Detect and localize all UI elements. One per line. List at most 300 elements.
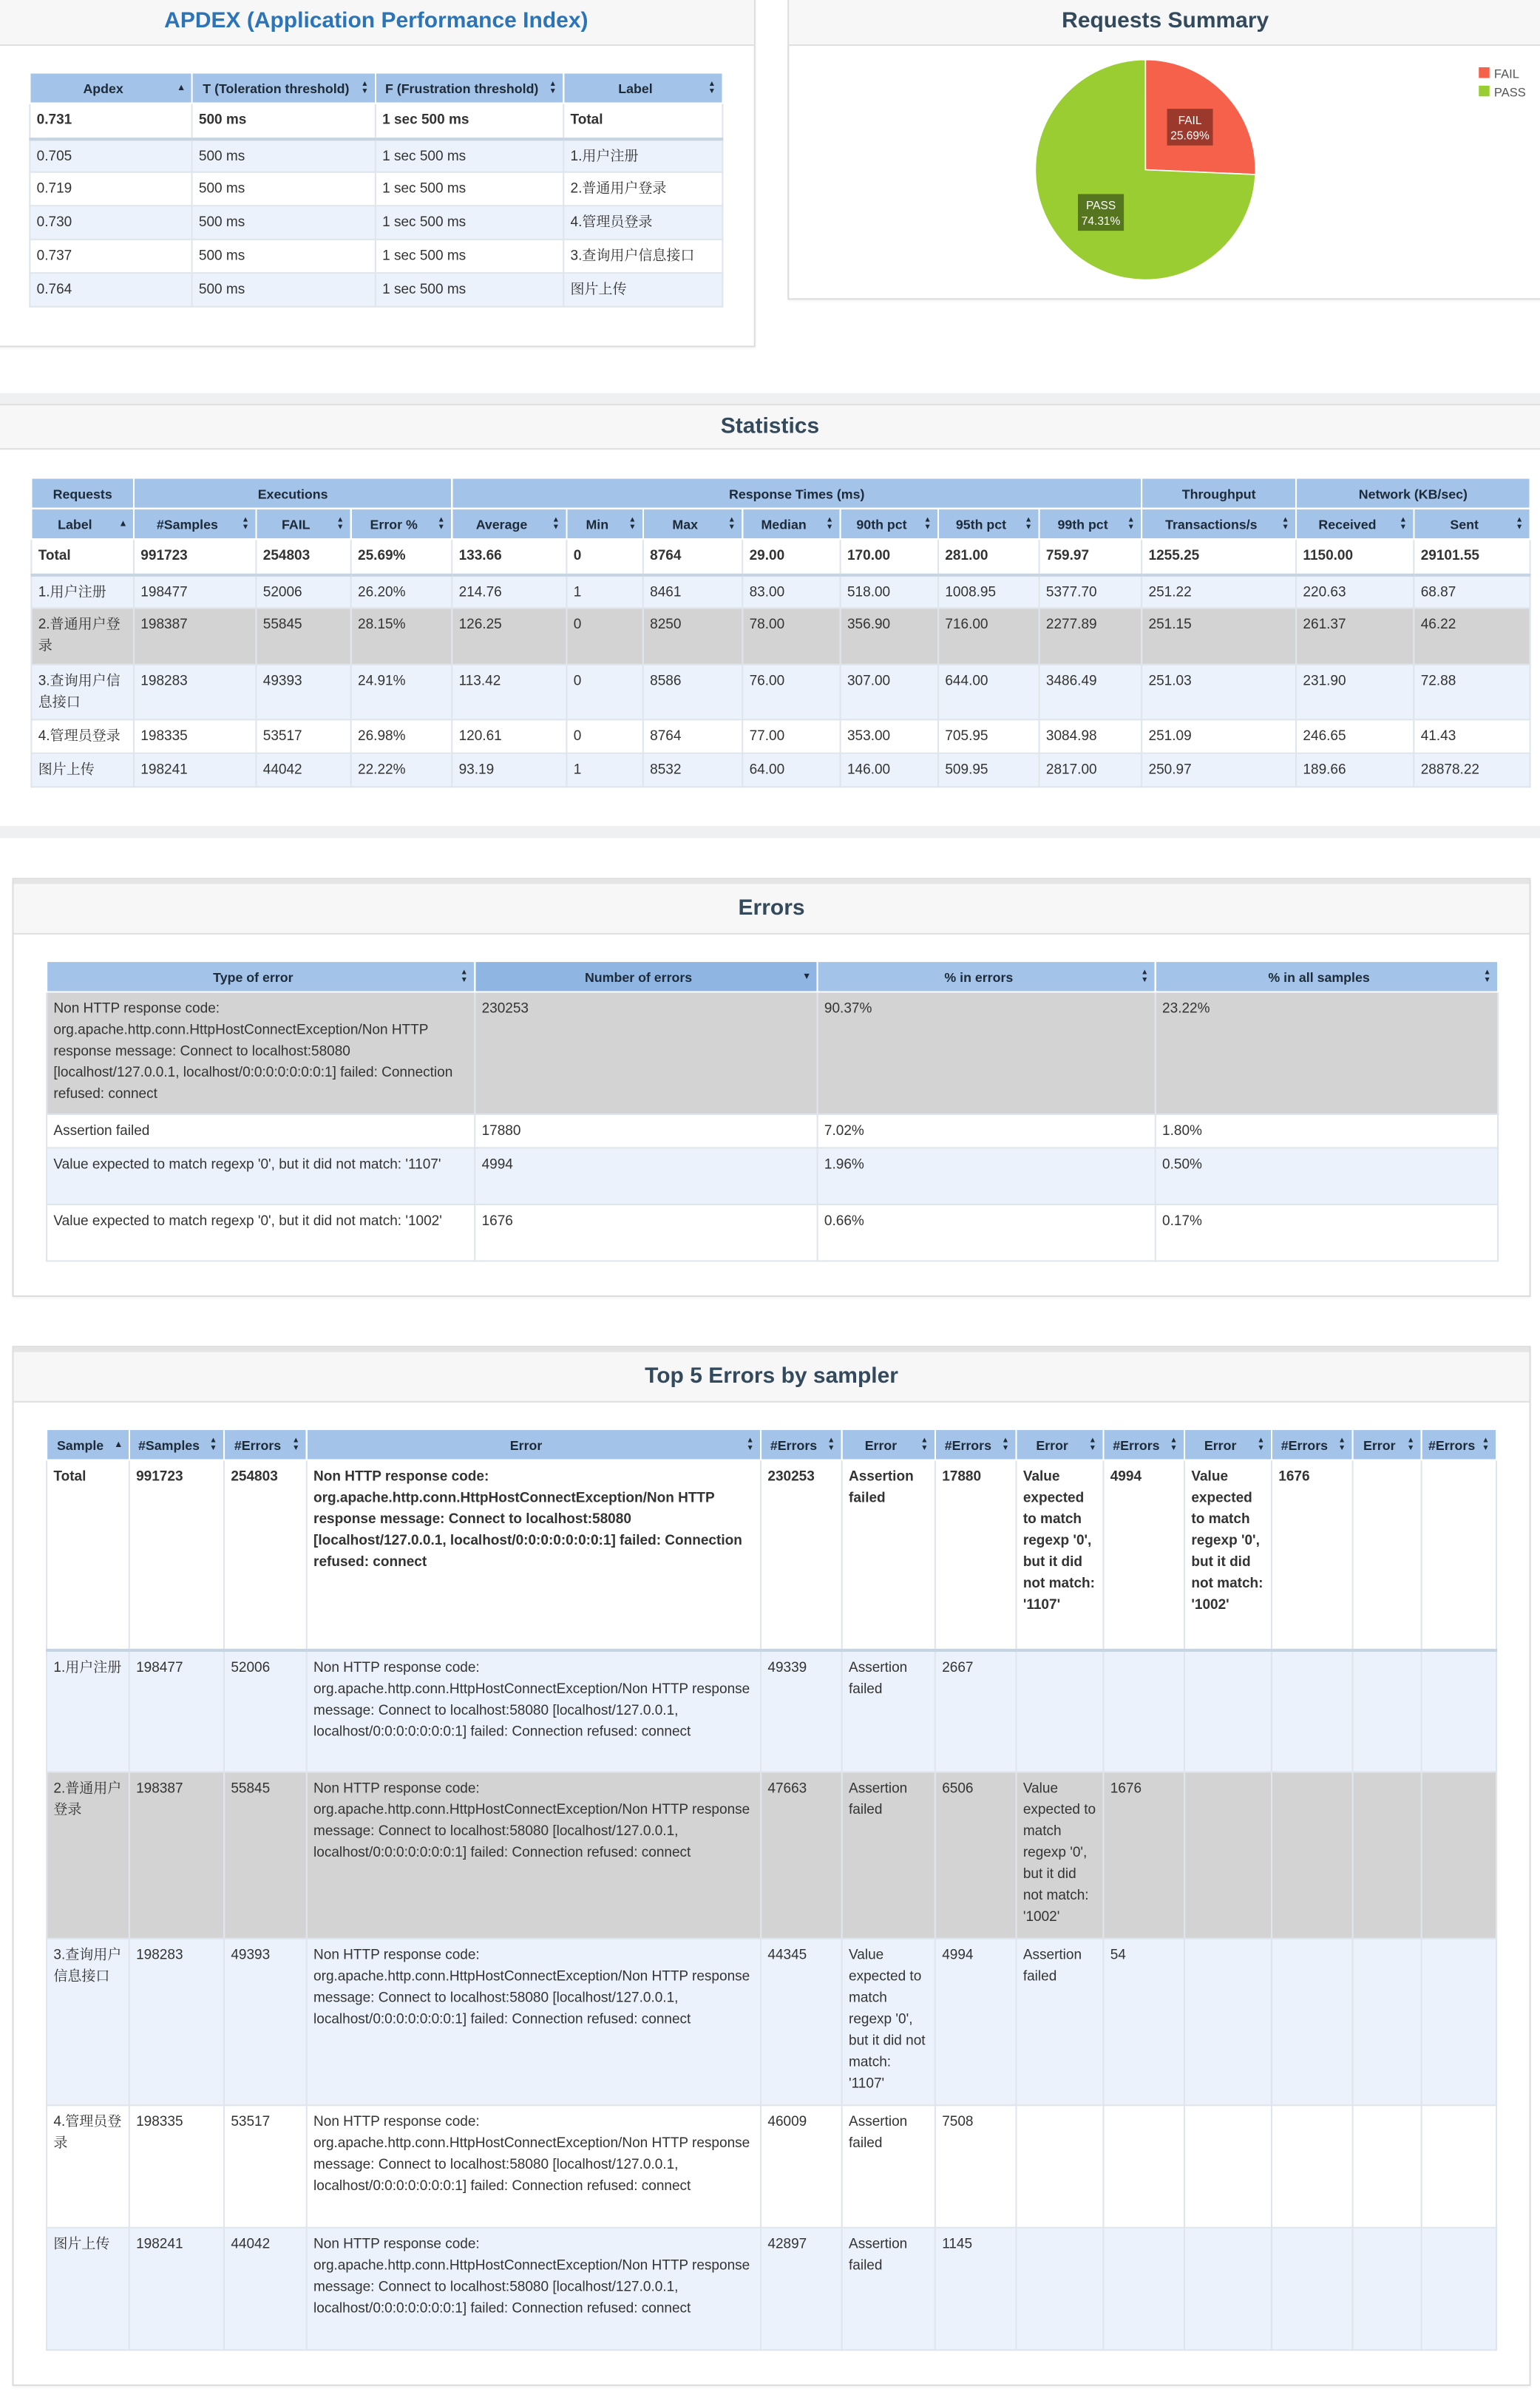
sort-icon [1482,969,1492,984]
column-header-label: #Errors [944,1437,991,1453]
table-cell: 52006 [224,1650,307,1772]
table-cell: 7.02% [818,1114,1156,1148]
apdex-table [29,72,723,308]
column-header[interactable] [1296,509,1414,539]
table-cell [1422,1939,1496,2105]
table-cell: 1 [566,575,642,609]
table-cell: 3.查询用户信息接口 [563,240,722,274]
table-cell: 1676 [1272,1460,1353,1649]
column-header[interactable] [47,1429,129,1460]
sort-icon [1088,1437,1098,1452]
sort-icon [459,969,469,984]
table-cell: 22.22% [351,753,452,787]
table-cell: Non HTTP response code: org.apache.http.conn.HttpHostConnectException/Non HTTP response message: Connect to localhost:58080 [localhost/127.0.0.1, localhost/0:0:0:0:0:0:0:1] failed: Connection refused: connect [47,992,475,1114]
table-cell: 26.20% [351,575,452,609]
sort-icon [801,970,812,983]
column-header[interactable] [1184,1429,1272,1460]
sort-icon [118,518,128,530]
table-cell: 0.731 [30,104,191,139]
table-cell: 4.管理员登录 [31,719,134,753]
table-cell: 991723 [134,539,256,575]
table-cell [1184,2105,1272,2227]
sort-icon [176,82,186,95]
table-cell: 230253 [475,992,817,1114]
table-cell: 29.00 [742,539,840,575]
table-cell: 254803 [256,539,350,575]
table-cell: 17880 [935,1460,1017,1649]
table-cell: Assertion failed [842,2228,935,2350]
table-cell: 281.00 [938,539,1039,575]
table-cell: 1676 [1103,1772,1184,1938]
table-cell: 0.66% [818,1204,1156,1261]
sort-icon [335,516,345,532]
table-cell: 251.22 [1142,575,1296,609]
sort-icon [727,516,737,532]
table-cell: 2.普通用户登录 [47,1772,129,1938]
table-cell: 44345 [761,1939,842,2105]
table-cell: 198387 [134,608,256,665]
section-divider [0,826,1540,838]
table-cell: 353.00 [841,719,938,753]
column-header[interactable] [307,1429,761,1460]
table-cell [1272,1772,1353,1938]
column-header-label: Average [475,516,528,532]
column-header[interactable] [475,961,817,992]
table-cell: 4994 [1103,1460,1184,1649]
table-cell: 25.69% [351,539,452,575]
column-header[interactable] [192,72,376,103]
column-header[interactable] [841,509,938,539]
table-cell: Value expected to match regexp '0', but it did not match: '1107' [1017,1460,1104,1649]
column-header[interactable] [224,1429,307,1460]
column-header[interactable] [818,961,1156,992]
table-row [31,608,1530,665]
table-cell: 198335 [129,2105,224,2227]
sort-icon [208,1437,218,1452]
requests-pie-chart [789,47,1540,305]
table-cell: 198283 [129,1939,224,2105]
table-cell: Non HTTP response code: org.apache.http.conn.HttpHostConnectException/Non HTTP response message: Connect to localhost:58080 [localhost/127.0.0.1, localhost/0:0:0:0:0:0:0:1] failed: Connection refused: connect [307,1772,761,1938]
table-cell: 78.00 [742,608,840,665]
column-header[interactable] [742,509,840,539]
table-cell [1353,1772,1422,1938]
sort-icon [1139,969,1150,984]
table-cell: Assertion failed [842,2105,935,2227]
column-header[interactable] [47,961,475,992]
table-cell: 0.17% [1156,1204,1498,1261]
table-cell: 251.09 [1142,719,1296,753]
table-cell: 146.00 [841,753,938,787]
table-cell: 53517 [256,719,350,753]
table-cell: 0.764 [30,273,191,307]
table-cell: 55845 [224,1772,307,1938]
table-cell: Total [563,104,722,139]
legend-label: FAIL [1493,67,1519,81]
table-cell: 93.19 [452,753,566,787]
column-header[interactable] [30,72,191,103]
table-cell: 2817.00 [1039,753,1142,787]
column-header-label: Transactions/s [1165,516,1258,532]
table-cell: 83.00 [742,575,840,609]
table-cell: 1676 [475,1204,817,1261]
table-cell: 307.00 [841,665,938,719]
table-cell: 705.95 [938,719,1039,753]
sort-icon [1405,1437,1416,1452]
table-cell: 1 sec 500 ms [376,206,563,240]
table-cell: 251.03 [1142,665,1296,719]
table-cell: 3486.49 [1039,665,1142,719]
column-header[interactable] [563,72,722,103]
table-cell: 251.15 [1142,608,1296,665]
table-cell: 261.37 [1296,608,1414,665]
table-cell: 26.98% [351,719,452,753]
table-cell [1422,1772,1496,1938]
column-header-label: #Errors [1428,1437,1476,1453]
sort-icon [1255,1437,1266,1452]
table-cell [1422,1460,1496,1649]
slice-label-name: FAIL [1178,114,1202,127]
sort-icon [826,1437,836,1452]
table-cell: 3.查询用户信息接口 [47,1939,129,2105]
column-header[interactable] [938,509,1039,539]
table-cell: 42897 [761,2228,842,2350]
table-cell: Value expected to match regexp '0', but it did not match: '1107' [842,1939,935,2105]
table-row [47,992,1498,1114]
table-cell: 4994 [475,1148,817,1204]
column-header-label: Label [618,80,653,96]
column-header[interactable] [566,509,642,539]
table-cell: 1008.95 [938,575,1039,609]
top5-title: Top 5 Errors by sampler [14,1347,1530,1402]
table-cell: 6506 [935,1772,1017,1938]
sort-icon [1398,516,1408,532]
column-header-label: Received [1318,516,1377,532]
legend-swatch [1479,67,1489,78]
table-cell [1353,1939,1422,2105]
column-header[interactable] [256,509,350,539]
column-header-label: Error [509,1437,543,1453]
table-cell: 1.96% [818,1148,1156,1204]
table-cell: 1.用户注册 [47,1650,129,1772]
statistics-table [30,477,1530,787]
table-cell: Value expected to match regexp '0', but it did not match: '1107' [47,1148,475,1204]
column-header[interactable] [842,1429,935,1460]
table-cell [1353,1460,1422,1649]
table-cell: 356.90 [841,608,938,665]
column-group-header: Response Times (ms) [452,478,1142,508]
column-header-label: Error [1204,1437,1237,1453]
table-cell: Non HTTP response code: org.apache.http.conn.HttpHostConnectException/Non HTTP response message: Connect to localhost:58080 [localhost/127.0.0.1, localhost/0:0:0:0:0:0:0:1] failed: Connection refused: connect [307,2105,761,2227]
column-header[interactable] [1039,509,1142,539]
table-row [47,1939,1496,2105]
table-cell: 8461 [643,575,742,609]
table-row [47,1460,1496,1649]
table-cell: 189.66 [1296,753,1414,787]
table-cell: Non HTTP response code: org.apache.http.conn.HttpHostConnectException/Non HTTP response message: Connect to localhost:58080 [localhost/127.0.0.1, localhost/0:0:0:0:0:0:0:1] failed: Connection refused: connect [307,1939,761,2105]
table-cell [1017,2228,1104,2350]
table-cell: 8250 [643,608,742,665]
table-cell: 254803 [224,1460,307,1649]
table-cell: 8532 [643,753,742,787]
table-cell: 64.00 [742,753,840,787]
sort-icon [359,81,370,96]
sort-icon [627,516,637,532]
sort-icon [291,1437,301,1452]
table-cell: 4.管理员登录 [563,206,722,240]
table-row [30,138,722,172]
column-group-header: Executions [134,478,452,508]
sort-icon [1000,1437,1011,1452]
table-row [30,273,722,307]
column-header[interactable] [643,509,742,539]
sort-icon [1514,516,1524,532]
table-cell [1353,2228,1422,2350]
table-cell: 509.95 [938,753,1039,787]
table-cell: Non HTTP response code: org.apache.http.conn.HttpHostConnectException/Non HTTP response message: Connect to localhost:58080 [localhost/127.0.0.1, localhost/0:0:0:0:0:0:0:1] failed: Connection refused: connect [307,1460,761,1649]
table-cell: 231.90 [1296,665,1414,719]
table-cell: 52006 [256,575,350,609]
sort-icon [548,81,558,96]
legend-label: PASS [1493,85,1526,100]
table-cell [1422,2228,1496,2350]
table-cell: 1 sec 500 ms [376,172,563,206]
column-header-label: #Errors [234,1437,282,1453]
table-cell: 49393 [256,665,350,719]
table-row [47,1772,1496,1938]
table-cell: 5377.70 [1039,575,1142,609]
table-cell: 53517 [224,2105,307,2227]
table-cell: 0 [566,665,642,719]
column-header-label: 95th pct [955,516,1007,532]
column-header-label: 99th pct [1057,516,1108,532]
sort-icon [1023,516,1034,532]
sort-icon [113,1438,123,1451]
table-cell: 198335 [134,719,256,753]
table-cell: Assertion failed [1017,1939,1104,2105]
column-header[interactable] [935,1429,1017,1460]
table-cell: 1 [566,753,642,787]
column-header[interactable] [351,509,452,539]
column-header-label: Error [1363,1437,1396,1453]
table-cell: 0.705 [30,138,191,172]
table-cell: 246.65 [1296,719,1414,753]
column-header-label: #Samples [138,1437,200,1453]
column-header-label: #Errors [770,1437,818,1453]
legend-item-pass[interactable] [1479,85,1526,99]
table-cell: 2.普通用户登录 [31,608,134,665]
table-cell [1184,1772,1272,1938]
table-cell: 1.用户注册 [563,138,722,172]
table-cell: 7508 [935,2105,1017,2227]
table-cell: 500 ms [192,138,376,172]
table-cell: 500 ms [192,206,376,240]
table-row [31,539,1530,575]
table-cell: Assertion failed [842,1772,935,1938]
table-cell: 2667 [935,1650,1017,1772]
slice-label-name: PASS [1085,200,1116,213]
table-cell: Non HTTP response code: org.apache.http.conn.HttpHostConnectException/Non HTTP response message: Connect to localhost:58080 [localhost/127.0.0.1, localhost/0:0:0:0:0:0:0:1] failed: Connection refused: connect [307,2228,761,2350]
table-cell: 0 [566,539,642,575]
table-cell: 716.00 [938,608,1039,665]
table-cell: Assertion failed [47,1114,475,1148]
column-header[interactable] [1156,961,1498,992]
table-cell: 47663 [761,1772,842,1938]
table-cell: Assertion failed [842,1460,935,1649]
table-cell: 28878.22 [1414,753,1530,787]
table-cell: 图片上传 [563,273,722,307]
table-cell: 518.00 [841,575,938,609]
table-cell: 46.22 [1414,608,1530,665]
table-cell: Total [31,539,134,575]
table-cell: Total [47,1460,129,1649]
table-cell [1184,1939,1272,2105]
sort-icon [436,516,447,532]
table-cell: 77.00 [742,719,840,753]
table-cell: 230253 [761,1460,842,1649]
column-header-label: Sent [1450,516,1479,532]
sort-icon [240,516,251,532]
table-cell: 198283 [134,665,256,719]
table-row [30,172,722,206]
table-cell [1272,2228,1353,2350]
column-header[interactable] [1272,1429,1353,1460]
table-cell: 250.97 [1142,753,1296,787]
table-cell: 1255.25 [1142,539,1296,575]
column-header[interactable] [134,509,256,539]
table-cell: 4994 [935,1939,1017,2105]
sort-icon [922,516,932,532]
legend-swatch [1479,86,1489,96]
table-row [30,206,722,240]
table-cell: 44042 [256,753,350,787]
table-cell: 113.42 [452,665,566,719]
column-header[interactable] [1353,1429,1422,1460]
table-row [47,1148,1498,1204]
table-cell [1353,2105,1422,2227]
table-cell: Assertion failed [842,1650,935,1772]
sort-icon [1125,516,1136,532]
table-cell: 170.00 [841,539,938,575]
column-header-label: #Errors [1113,1437,1160,1453]
table-cell [1184,1650,1272,1772]
table-cell: 500 ms [192,172,376,206]
table-cell: 41.43 [1414,719,1530,753]
table-row [47,1114,1498,1148]
column-header[interactable] [129,1429,224,1460]
table-cell: 126.25 [452,608,566,665]
table-cell [1353,1650,1422,1772]
column-header[interactable] [452,509,566,539]
table-cell: 54 [1103,1939,1184,2105]
column-header[interactable] [31,509,134,539]
sort-icon [551,516,561,532]
table-cell: 2277.89 [1039,608,1142,665]
summary-title: Requests Summary [789,0,1540,46]
column-header[interactable] [1422,1429,1496,1460]
table-cell: 图片上传 [31,753,134,787]
sort-icon [1480,1437,1490,1452]
table-cell: Value expected to match regexp '0', but it did not match: '1002' [1017,1772,1104,1938]
table-cell: 500 ms [192,273,376,307]
table-cell: 76.00 [742,665,840,719]
table-cell [1272,2105,1353,2227]
table-cell: 0.730 [30,206,191,240]
column-header[interactable] [1017,1429,1104,1460]
sort-icon [1280,516,1290,532]
column-header[interactable] [761,1429,842,1460]
table-cell [1422,2105,1496,2227]
legend-item-fail[interactable] [1479,67,1519,81]
table-cell: 1 sec 500 ms [376,104,563,139]
table-cell [1272,1650,1353,1772]
column-header-label: F (Frustration threshold) [384,80,539,96]
table-row [31,665,1530,719]
column-group-header: Requests [31,478,134,508]
column-header-label: Sample [56,1437,104,1453]
slice-label-value: 74.31% [1081,214,1121,228]
sort-icon [824,516,835,532]
table-cell: 8764 [643,539,742,575]
table-cell: 24.91% [351,665,452,719]
table-cell: Value expected to match regexp '0', but it did not match: '1002' [47,1204,475,1261]
column-header-label: #Samples [156,516,218,532]
table-cell: 2.普通用户登录 [563,172,722,206]
table-cell: 214.76 [452,575,566,609]
table-cell: 0 [566,608,642,665]
summary-panel [787,0,1540,299]
column-header-label: Error [1036,1437,1068,1453]
table-cell: 1 sec 500 ms [376,138,563,172]
errors-title: Errors [14,879,1530,934]
table-cell [1103,2105,1184,2227]
table-cell: 3.查询用户信息接口 [31,665,134,719]
table-cell: 1.80% [1156,1114,1498,1148]
table-cell: 1150.00 [1296,539,1414,575]
column-header-label: #Errors [1280,1437,1329,1453]
table-row [30,240,722,274]
table-cell: 55845 [256,608,350,665]
column-header-label: % in errors [944,969,1014,985]
sort-icon [1337,1437,1347,1452]
table-cell [1422,1650,1496,1772]
column-header-label: Number of errors [584,969,693,985]
table-cell: 133.66 [452,539,566,575]
table-cell: 29101.55 [1414,539,1530,575]
column-header[interactable] [376,72,563,103]
table-cell: 991723 [129,1460,224,1649]
table-cell: 49339 [761,1650,842,1772]
column-header[interactable] [1142,509,1296,539]
column-header-label: 90th pct [856,516,907,532]
table-row [47,2228,1496,2350]
column-header-label: Min [586,516,609,532]
table-cell: 220.63 [1296,575,1414,609]
column-group-header: Throughput [1142,478,1296,508]
table-row [31,719,1530,753]
sort-icon [919,1437,929,1452]
column-header[interactable] [1103,1429,1184,1460]
column-header[interactable] [1414,509,1530,539]
table-cell: 1 sec 500 ms [376,273,563,307]
column-header-label: Median [761,516,807,532]
column-header-label: Max [672,516,699,532]
table-cell [1184,2228,1272,2350]
table-cell: 8764 [643,719,742,753]
table-cell: 759.97 [1039,539,1142,575]
table-cell: 198477 [134,575,256,609]
table-cell [1103,1650,1184,1772]
table-cell [1103,2228,1184,2350]
